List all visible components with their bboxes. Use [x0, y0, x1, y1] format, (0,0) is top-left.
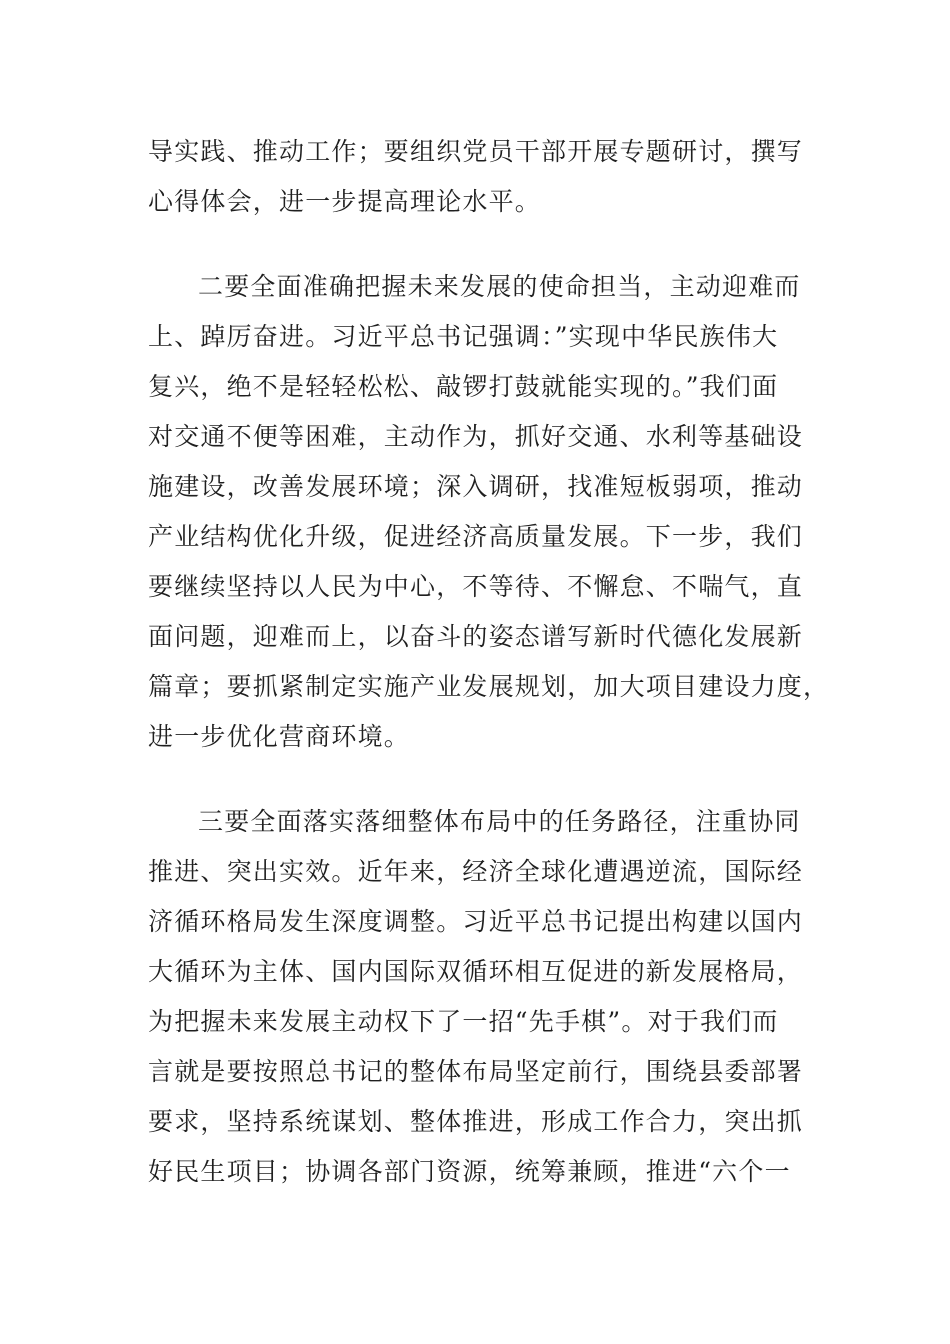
text-line: 产业结构优化升级，促进经济高质量发展。下一步，我们: [148, 522, 804, 551]
text-line: 对交通不便等困难，主动作为，抓好交通、水利等基础设: [148, 422, 804, 451]
text-line: 大循环为主体、国内国际双循环相互促进的新发展格局，: [148, 957, 804, 986]
text-line: 上、踔厉奋进。习近平总书记强调：”实现中华民族伟大: [148, 322, 779, 351]
text-line: 济循环格局发生深度调整。习近平总书记提出构建以国内: [148, 907, 804, 936]
text-line: 篇章；要抓紧制定实施产业发展规划，加大项目建设力度，: [148, 672, 830, 701]
text-line: 面问题，迎难而上，以奋斗的姿态谱写新时代德化发展新: [148, 622, 804, 651]
text-line: 推进、突出实效。近年来，经济全球化遭遇逆流，国际经: [148, 857, 804, 886]
text-line: 心得体会，进一步提高理论水平。: [148, 187, 542, 216]
text-line: 施建设，改善发展环境；深入调研，找准短板弱项，推动: [148, 472, 804, 501]
text-line: 好民生项目；协调各部门资源，统筹兼顾，推进“六个一: [148, 1157, 791, 1186]
text-line: 要求，坚持系统谋划、整体推进，形成工作合力，突出抓: [148, 1107, 804, 1136]
text-line: 为把握未来发展主动权下了一招“先手棋”。对于我们而: [148, 1007, 779, 1036]
text-line: 要继续坚持以人民为中心，不等待、不懈怠、不喘气，直: [148, 572, 804, 601]
text-line: 导实践、推动工作；要组织党员干部开展专题研讨，撰写: [148, 137, 804, 166]
text-line: 言就是要按照总书记的整体布局坚定前行，围绕县委部署: [148, 1057, 804, 1086]
text-line: 复兴，绝不是轻轻松松、敲锣打鼓就能实现的。”我们面: [148, 372, 779, 401]
text-line: 二要全面准确把握未来发展的使命担当，主动迎难而: [198, 272, 801, 301]
text-line: 进一步优化营商环境。: [148, 722, 411, 751]
text-line: 三要全面落实落细整体布局中的任务路径，注重协同: [198, 807, 801, 836]
